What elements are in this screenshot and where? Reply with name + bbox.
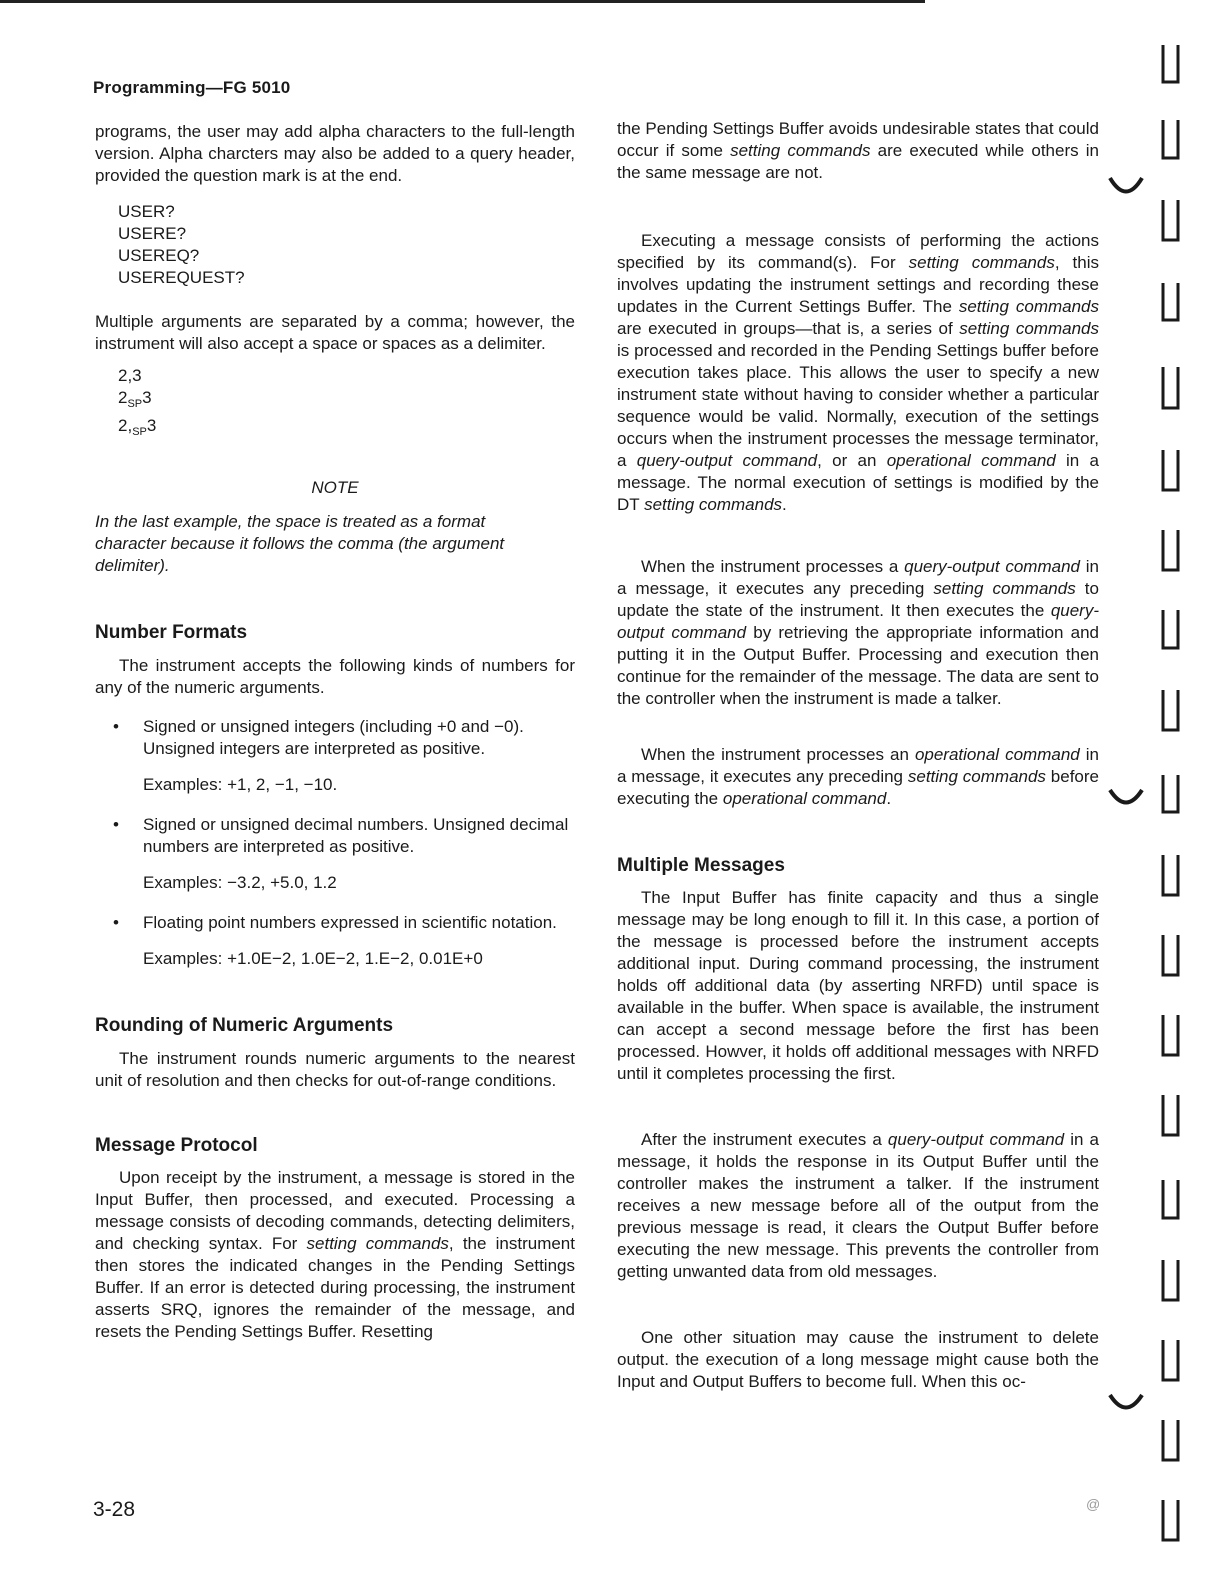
paragraph: One other situation may cause the instrument to delete output. the execution of a long message might cause both the Input and Output Buffers to become full. When this oc- [617, 1328, 1099, 1391]
number-formats-intro: The instrument accepts the following kinds of numbers for any of the numeric arguments. [95, 656, 575, 697]
binder-tab-mark [1163, 855, 1178, 895]
paragraph: Executing a message consists of performing the actions specified by its command(s). For setting commands, this involves updating the instrument settings and recording these updates in the Current Settings Buffer. The setting commands are executed in groups—that is, a series of setting commands is processed and recorded in the Pending Settings buffer before execution takes place. This allows the user to specify a new instrument state without having to consider whether a particular sequence would be valid. Normally, execution of the settings occurs when the instrument processes the message terminator, a query-output command, or an operational command in a message. The normal execution of settings is modified by the DT setting commands. [617, 231, 1100, 514]
section-heading-rounding: Rounding of Numeric Arguments [95, 1015, 394, 1036]
section-heading-multiple-messages: Multiple Messages [617, 855, 785, 876]
query-header-examples [118, 201, 575, 289]
binder-tab-mark [1163, 530, 1178, 570]
binder-tab-mark [1163, 1095, 1178, 1135]
binder-tab-mark [1163, 1500, 1178, 1540]
multiple-arguments-paragraph: Multiple arguments are separated by a comma; however, the instrument will also accept a space or spaces as a delimiter. [95, 312, 575, 353]
top-rule [0, 0, 925, 3]
binder-tab-mark [1163, 450, 1178, 490]
binder-tab-mark [1163, 1260, 1178, 1300]
code-line: USER? [118, 202, 175, 221]
intro-paragraph: programs, the user may add alpha characters to the full-length version. Alpha charcters may also be added to a query header, provided the question mark is at the end. [95, 122, 575, 185]
binder-tab-mark [1163, 610, 1178, 648]
example-line: Examples: −3.2, +5.0, 1.2 [143, 873, 337, 892]
list-item: • Signed or unsigned decimal numbers. Unsigned decimal numbers are interpreted as positive. [113, 815, 569, 856]
code-line: 2,3 [118, 366, 142, 385]
right-column [617, 118, 1099, 1393]
paragraph: When the instrument processes a query-output command in a message, it executes any preceding setting commands to update the state of the instrument. It then executes the query-output command by retrieving the appropriate information and putting it in the Output Buffer. Processing and execution then continue for the remainder of the message. The data are sent to the controller when the instrument is made a talker. [617, 557, 1099, 708]
list-item: • Floating point numbers expressed in scientific notation. [113, 913, 557, 932]
bullet-icon: • [113, 717, 119, 736]
paragraph: After the instrument executes a query-output command in a message, it holds the response in its Output Buffer until the controller makes the instrument a talker. If the instrument receives a new message before all of the output from the previous message is read, it clears the Output Buffer before executing the new message. This prevents the controller from getting unwanted data from old messages. [617, 1130, 1099, 1281]
note-body: In the last example, the space is treated as a format character because it follows the comma (the argument delimiter). [95, 512, 505, 575]
binder-tab-mark [1163, 1180, 1178, 1218]
section-heading-number-formats: Number Formats [95, 622, 248, 643]
binder-tab-mark [1163, 367, 1178, 408]
message-protocol-paragraph: Upon receipt by the instrument, a message is stored in the Input Buffer, then processed, and executed. Processing a message consists of decoding commands, detecting delimiters, and checking syntax. For setting commands, the instrument then stores the indicated changes in the Pending Settings Buffer. If an error is detected during processing, the instrument asserts SRQ, ignores the remainder of the message, and resets the Pending Settings Buffer. Resetting [95, 1168, 575, 1341]
delimiter-examples [118, 365, 575, 443]
section-heading-message-protocol: Message Protocol [95, 1135, 258, 1156]
hole-punch-arc [1110, 1395, 1142, 1408]
paragraph: When the instrument processes an operational command in a message, it executes any preceding setting commands before executing the operational command. [617, 745, 1099, 808]
example-line: Examples: +1, 2, −1, −10. [143, 775, 338, 794]
note-title: NOTE [311, 478, 359, 497]
binder-tab-mark [1163, 935, 1178, 975]
binder-tab-mark [1163, 45, 1178, 82]
running-header: Programming—FG 5010 [93, 78, 291, 97]
code-line: $2_{SP}3$ [118, 388, 152, 410]
page-number: 3-28 [93, 1498, 136, 1521]
hole-punch-arc [1110, 178, 1142, 192]
binder-tab-mark [1163, 1340, 1178, 1380]
paragraph: The Input Buffer has finite capacity and thus a single message may be long enough to fill it. In this case, a portion of the message is processed before the instrument accepts additional input. During command processing, the instrument holds off additional data (by asserting NRFD) until space is available in the buffer. When space is available, the instrument can accept a second message before the first has been processed. Howver, it holds off additional messages with NRFD until it completes processing the first. [617, 888, 1099, 1083]
binder-tab-mark [1163, 1015, 1178, 1055]
code-line: $2,_{SP}3$ [118, 416, 157, 438]
code-line: USERE? [118, 224, 187, 243]
binder-tab-mark [1163, 120, 1178, 158]
code-line: USEREQUEST? [118, 268, 245, 287]
paragraph: the Pending Settings Buffer avoids undesirable states that could occur if some setting commands are executed while others in the same message are not. [617, 119, 1100, 182]
binder-tab-mark [1163, 775, 1178, 812]
bullet-icon: • [113, 815, 119, 834]
binder-tab-mark [1163, 200, 1178, 240]
copyright-mark: @ [1086, 1496, 1101, 1512]
binder-tab-mark [1163, 1420, 1178, 1460]
binder-tab-mark [1163, 690, 1178, 730]
list-item: • Signed or unsigned integers (including +0 and −0). Unsigned integers are interpreted as positive. [113, 717, 524, 758]
binder-tab-mark [1163, 283, 1178, 320]
bullet-icon: • [113, 913, 119, 932]
rounding-paragraph: The instrument rounds numeric arguments to the nearest unit of resolution and then checks for out-of-range conditions. [95, 1049, 575, 1090]
code-line: USEREQ? [118, 246, 200, 265]
example-line: Examples: +1.0E−2, 1.0E−2, 1.E−2, 0.01E+0 [143, 949, 483, 968]
left-column [95, 121, 575, 1343]
hole-punch-arc [1110, 790, 1142, 803]
binder-marks [1108, 0, 1213, 1574]
